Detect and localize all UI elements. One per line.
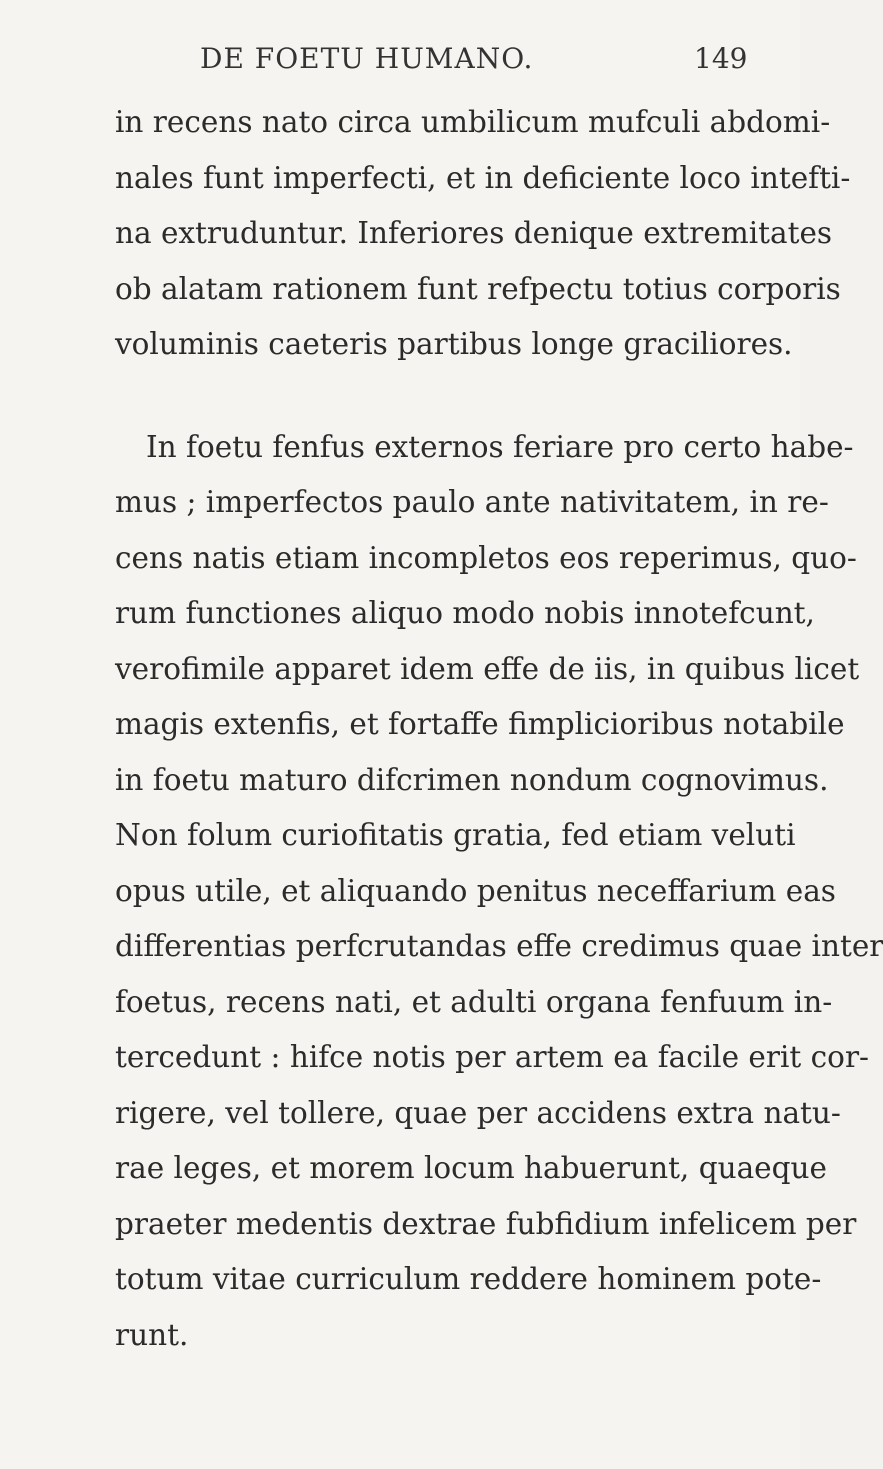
text-line: runt. [115,1317,189,1352]
running-title: DE FOETU HUMANO. [200,42,534,75]
text-line: magis extenfis, et fortaffe fimplicioribus notabile [115,707,845,741]
text-line: verofimile apparet idem effe de iis, in quibus licet [115,651,860,686]
text-line: na extruduntur. Inferiores denique extremitates [115,216,833,250]
text-line: praeter medentis dextrae fubfidium infelicem per [115,1206,857,1241]
text-line: Non folum curiofitatis gratia, fed etiam veluti [115,818,796,852]
text-line: ob alatam rationem funt refpectu totius corporis [115,271,841,306]
text-line: totum vitae curriculum reddere hominem pote- [115,1262,822,1296]
text-line: mus ; imperfectos paulo ante nativitatem, in re- [115,485,829,519]
body-text [115,95,883,1363]
text-line: opus utile, et aliquando penitus neceffarium eas [115,873,836,908]
text-line: in foetu maturo difcrimen nondum cognovimus. [115,762,829,797]
text-line: foetus, recens nati, et adulti organa fenfuum in- [115,984,833,1019]
text-line: rigere, vel tollere, quae per accidens extra natu- [115,1095,841,1130]
text-line: nales funt imperfecti, et in deficiente loco intefti- [115,160,851,195]
text-line: In foetu fenfus externos feriare pro certo habe- [146,429,854,464]
paragraph-gap [115,373,775,420]
text-line: voluminis caeteris partibus longe graciliores. [115,327,793,361]
running-head [0,42,800,82]
text-line: rum functiones aliquo modo nobis innotefcunt, [115,596,815,630]
text-line: differentias perfcrutandas effe credimus quae inter [115,929,883,963]
text-line: in recens nato circa umbilicum mufculi abdomi- [115,105,831,139]
page-number: 149 [694,42,748,75]
paragraph-2 [115,420,883,1364]
text-line: tercedunt : hifce notis per artem ea facile erit cor- [115,1040,870,1074]
text-line: cens natis etiam incompletos eos reperimus, quo- [115,540,857,575]
paragraph-1 [115,95,851,373]
text-line: rae leges, et morem locum habuerunt, quaeque [115,1151,827,1185]
